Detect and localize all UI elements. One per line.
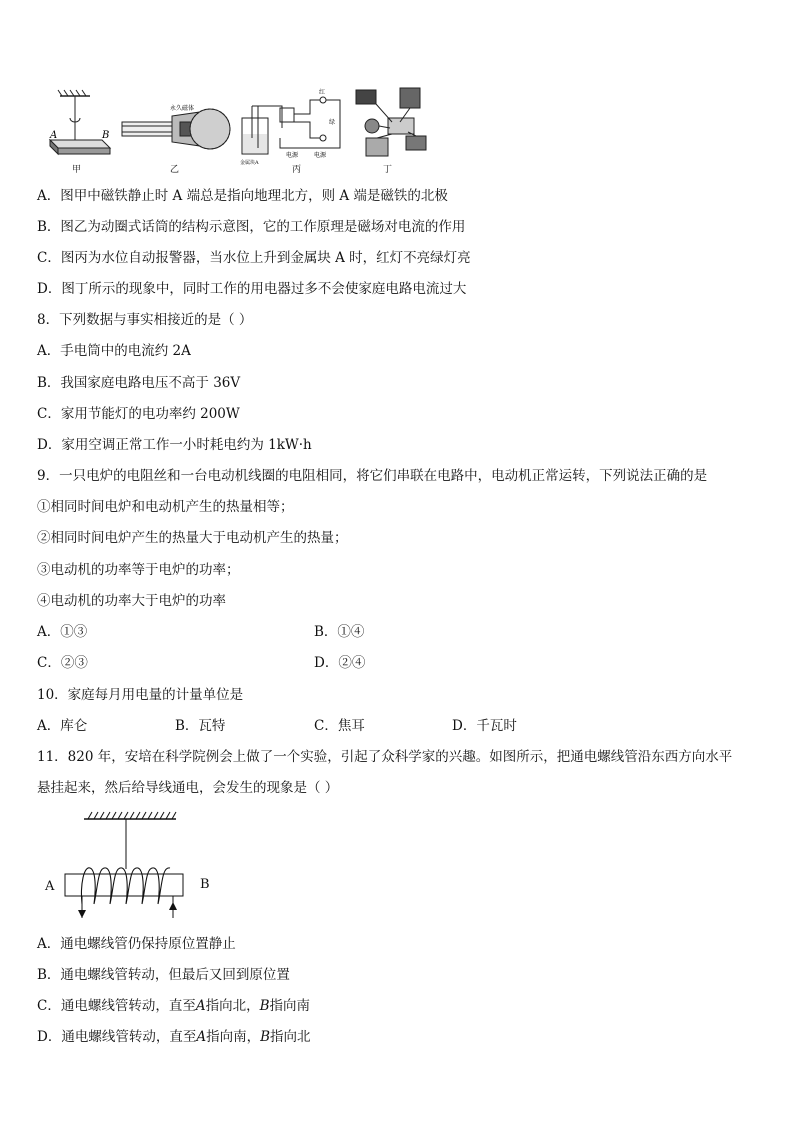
solenoid-drawing	[40, 806, 230, 924]
q10-stem: 10．家庭每月用电量的计量单位是	[37, 687, 244, 703]
q9-statement-3: ③电动机的功率等于电炉的功率；	[37, 562, 240, 578]
q11-option-d-post: 指向北	[270, 1029, 311, 1045]
figure-ding	[356, 88, 426, 156]
q8-option-c: C．家用节能灯的电功率约 200W	[37, 406, 240, 422]
q9-statement-1: ①相同时间电炉和电动机产生的热量相等；	[37, 499, 294, 515]
q9-option-a: A．①③	[37, 624, 88, 640]
label-metal: 金属块A	[240, 160, 259, 166]
caption-ding: 丁	[383, 165, 393, 175]
solenoid-label-a: A	[45, 879, 55, 894]
q7-option-c: C．图丙为水位自动报警器，当水位上升到金属块 A 时，红灯不亮绿灯亮	[37, 250, 471, 266]
q9-statement-2: ②相同时间电炉产生的热量大于电动机产生的热量；	[37, 530, 348, 546]
q11-option-d-pre: D．通电螺线管转动，直至	[37, 1029, 197, 1045]
q9-statement-4: ④电动机的功率大于电炉的功率	[37, 593, 226, 609]
q10-option-a: A．库仑	[37, 718, 88, 734]
label-red-lamp: 红	[319, 89, 326, 96]
q8-stem: 8．下列数据与事实相接近的是（ ）	[37, 312, 253, 328]
q11-option-b: B．通电螺线管转动，但最后又回到原位置	[37, 967, 290, 983]
figure-yi	[122, 109, 230, 149]
label-a: A	[50, 130, 58, 141]
q9-option-d: D．②④	[314, 655, 366, 671]
q11-option-c-b: B	[259, 998, 270, 1014]
caption-yi: 乙	[170, 165, 180, 175]
q11-option-a: A．通电螺线管仍保持原位置静止	[37, 936, 236, 952]
label-mic-tag: 永久磁体	[170, 105, 195, 112]
q11-option-d-b: B	[260, 1029, 270, 1045]
label-b: B	[102, 130, 110, 141]
q7-option-b: B．图乙为动圈式话筒的结构示意图，它的工作原理是磁场对电流的作用	[37, 219, 466, 235]
q8-option-a: A．手电筒中的电流约 2A	[37, 343, 191, 359]
q11-option-d	[37, 1028, 311, 1046]
q7-option-d: D．图丁所示的现象中，同时工作的用电器过多不会使家庭电路电流过大	[37, 281, 467, 297]
label-power-2: 电源	[314, 152, 327, 159]
q7-option-a: A．图甲中磁铁静止时 A 端总是指向地理北方，则 A 端是磁铁的北极	[37, 188, 448, 204]
q9-stem: 9．一只电炉的电阻丝和一台电动机线圈的电阻相同，将它们串联在电路中，电动机正常运转，下列说法正确的是	[37, 468, 708, 484]
figure-bing	[242, 97, 340, 154]
solenoid-label-b: B	[200, 877, 210, 892]
q11-stem-line-2: 悬挂起来，然后给导线通电，会发生的现象是（ ）	[37, 780, 339, 796]
label-green-lamp: 绿	[329, 119, 336, 126]
q10-option-b: B．瓦特	[175, 718, 226, 734]
q11-option-c-mid: 指向北，	[205, 998, 260, 1014]
q11-option-c	[37, 997, 310, 1015]
q11-figure	[40, 806, 230, 924]
q8-option-b: B．我国家庭电路电压不高于 36V	[37, 375, 241, 391]
figure-jia	[50, 90, 110, 154]
q11-stem-line-1: 11．820 年，安培在科学院例会上做了一个实验，引起了众科学家的兴趣。如图所示，把通电螺线管沿东西方向水平	[37, 749, 733, 765]
q8-option-d: D．家用空调正常工作一小时耗电约为 1kW·h	[37, 437, 312, 453]
q9-option-b: B．①④	[314, 624, 365, 640]
caption-jia: 甲	[72, 165, 82, 175]
figure-strip	[40, 78, 440, 176]
caption-bing: 丙	[292, 165, 302, 175]
q9-option-c: C．②③	[37, 655, 88, 671]
label-power-1: 电源	[286, 152, 299, 159]
q11-option-c-post: 指向南	[269, 998, 311, 1014]
q11-option-c-a: A	[195, 998, 206, 1014]
q11-option-c-pre: C．通电螺线管转动，直至	[37, 998, 196, 1014]
q10-option-d: D．千瓦时	[452, 718, 517, 734]
q11-option-d-mid: 指向南，	[206, 1029, 261, 1045]
q10-option-c: C．焦耳	[314, 718, 365, 734]
q11-option-d-a: A	[196, 1029, 207, 1045]
figure-strip-drawing	[40, 78, 440, 176]
